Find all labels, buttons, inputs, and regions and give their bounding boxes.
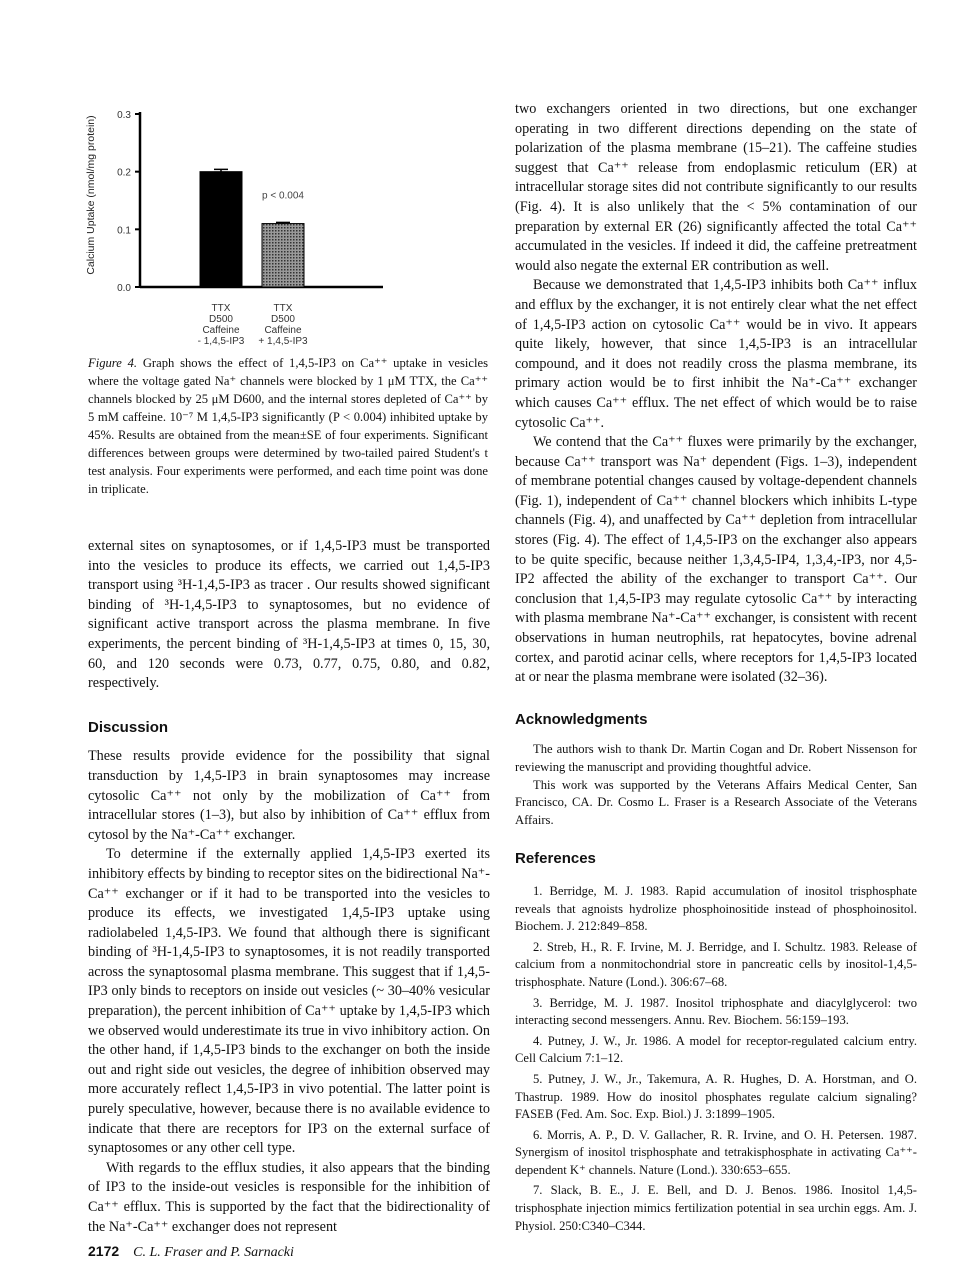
x-category-label: TTX <box>273 303 293 314</box>
paragraph: These results provide evidence for the possibility that signal transduction by 1,4,5-IP3 in brain synaptosomes may increase cytosolic Ca⁺⁺ not only by the mobilization of Ca⁺⁺ from intracellular stores (1–3), but also by inhibition of Ca⁺⁺ efflux from cytosol by the Na⁺-Ca⁺⁺ exchanger. <box>88 748 490 843</box>
reference-item: 2. Streb, H., R. F. Irvine, M. J. Berridge, and I. Schultz. 1983. Release of calcium from a nonmitochondrial store in pancreatic cells by inositol-1,4,5-trisphosphate. Nature (Lond.). 306:67–68. <box>515 939 917 989</box>
running-authors: C. L. Fraser and P. Sarnacki <box>133 1245 294 1260</box>
y-tick-label: 0.2 <box>117 167 131 179</box>
paragraph: external sites on synaptosomes, or if 1,4,5-IP3 must be transported into the vesicles to produce its effects, we carried out 1,4,5-IP3 transport using ³H-1,4,5-IP3 as tracer . Our results showed significant binding of ³H-1,4,5-IP3 to synaptosomes, but no evidence of significant active transport across the plasma membrane. In five experiments, the percent binding of ³H-1,4,5-IP3 at times 0, 15, 30, 60, and 120 seconds were 0.73, 0.77, 0.75, 0.80, and 0.82, respectively. <box>88 538 490 692</box>
reference-item: 5. Putney, J. W., Jr., Takemura, A. R. Hughes, D. A. Horstman, and O. Thastrup. 1989. How do inositol phosphates regulate calcium signaling? FASEB (Fed. Am. Soc. Exp. Biol.) J. 3:1899–1905. <box>515 1071 917 1122</box>
page-footer <box>88 1243 294 1261</box>
figure-label: Figure 4. <box>88 356 138 370</box>
reference-item: 3. Berridge, M. J. 1987. Inositol triphosphate and diacylglycerol: two interacting second messengers. Annu. Rev. Biochem. 56:159–193. <box>515 995 917 1028</box>
significance-annotation: p < 0.004 <box>262 190 304 202</box>
reference-item: 1. Berridge, M. J. 1983. Rapid accumulation of inositol trisphosphate reveals that agnoists hydrolize phosphoinositide instead of phosphoinositol. Biochem. J. 212:849–858. <box>515 883 917 934</box>
y-tick-label: 0.3 <box>117 110 131 121</box>
y-tick-label: 0.0 <box>117 283 131 294</box>
x-category-label: Caffeine <box>202 325 240 336</box>
paragraph: With regards to the efflux studies, it also appears that the binding of IP3 to the inside-out vesicles is responsible for the inhibition of Ca⁺⁺ efflux. This is supported by the fact that the bidirectionality of the Na⁺-Ca⁺⁺ exchanger does not represent <box>88 1159 490 1235</box>
x-category-label: + 1,4,5-IP3 <box>258 336 308 347</box>
ack-paragraph: The authors wish to thank Dr. Martin Cogan and Dr. Robert Nissenson for reviewing the manuscript and providing thoughtful advice. <box>515 742 917 774</box>
right-column <box>515 100 917 1238</box>
y-tick-label: 0.1 <box>117 225 131 237</box>
x-category-label: D500 <box>209 314 233 325</box>
x-category-label: TTX <box>211 303 231 314</box>
reference-item: 6. Morris, A. P., D. V. Gallacher, R. R. Irvine, and O. H. Petersen. 1987. Synergism of inositol trisphosphate and tetrakisphosphate in activating Ca⁺⁺-dependent K⁺ channels. Nature (Lond.). 330:653–655. <box>515 1127 917 1177</box>
caption-text: Graph shows the effect of 1,4,5-IP3 on Ca⁺⁺ uptake in vesicles where the voltage gated Na⁺ channels were blocked by 1 μM TTX, the Ca⁺⁺ channels blocked by 25 μM D600, and the internal stores depleted of Ca⁺⁺ by 5 mM caffeine. 10⁻⁷ M 1,4,5-IP3 significantly (P < 0.004) inhibited uptake by 45%. Results are obtained from the mean±SE of four experiments. Significant differences between groups were determined by two-tailed paired Student's t test analysis. Four experiments were performed, and each time point was done in triplicate. <box>88 356 488 496</box>
reference-item: 4. Putney, J. W., Jr. 1986. A model for receptor-regulated calcium entry. Cell Calcium 7:1–12. <box>515 1033 917 1066</box>
reference-item: 7. Slack, B. E., J. E. Bell, and D. J. Benos. 1986. Inositol 1,4,5-trisphosphate injection mimics fertilization potential in sea urchin eggs. Am. J. Physiol. 250:C340–C344. <box>515 1183 917 1233</box>
references-heading: References <box>515 850 596 868</box>
x-category-label: - 1,4,5-IP3 <box>197 336 245 347</box>
acknowledgments-heading: Acknowledgments <box>515 710 648 728</box>
paragraph: two exchangers oriented in two directions, but one exchanger operating in two different directions depending on the state of polarization of the plasma membrane (15–21). The caffeine studies suggest that Ca⁺⁺ release from endoplasmic reticulum (ER) at intracellular storage sites did not contribute significantly to our results (Fig. 4). It is also unlikely that the < 5% contamination of our preparation by external ER (26) significantly affected the total Ca⁺⁺ accumulated in the vesicles. If indeed it did, the caffeine pretreatment would also negate the external ER contribution as well. <box>515 101 917 274</box>
page-number: 2172 <box>88 1243 120 1259</box>
paragraph: To determine if the externally applied 1,4,5-IP3 exerted its inhibitory effects by binding to receptor sites on the bidirectional Na⁺-Ca⁺⁺ exchanger or if it had to be transported into the vesicles to produce its effects, we investigated 1,4,5-IP3 uptake using radiolabeled 1,4,5-IP3. We found that although there is significant binding of ³H-1,4,5-IP3 to synaptosomes, it is not readily transported across the synaptosomal plasma membrane. This suggest that if 1,4,5-IP3 only binds to receptors on inside out vesicles (~ 30–40% vesicular preparation), the percent inhibition of Ca⁺⁺ uptake by 1,4,5-IP3 which we observed would underestimate its true in vivo inhibitory action. On the other hand, if 1,4,5-IP3 binds to the exchanger on both the inside out and right side out vesicles, the degree of inhibition observed may more accurately reflect 1,4,5-IP3 in vivo potential. The latter point is purely speculative, however, because there is no available evidence to indicate that there are receptors for IP3 on the external surface of synaptosomes or any other cell type. <box>88 846 490 1157</box>
discussion-heading: Discussion <box>88 718 169 736</box>
y-axis-label: Calcium Uptake (nmol/mg protein) <box>85 115 97 275</box>
paragraph: We contend that the Ca⁺⁺ fluxes were primarily by the exchanger, because Ca⁺⁺ transport was Na⁺ dependent (Figs. 1–3), independent of membrane potential changes caused by voltage-dependent channels (Fig. 1), independent of Ca⁺⁺ channel blockers which inhibits L-type channels (Fig. 4), and unaffected by Ca⁺⁺ depletion from intracellular stores (Fig. 4). The effect of 1,4,5-IP3 on the exchanger also appears to be quite specific, because neither 1,3,4,5-IP4, 1,3,4,-IP3, nor 4,5-IP2 affected the ability of the exchanger to transport Ca⁺⁺. Our conclusion that 1,4,5-IP3 may regulate cytosolic Ca⁺⁺ by interacting with plasma membrane Na⁺-Ca⁺⁺ exchanger, is consistent with recent observations in human neutrophils, rat hepatocytes, bovine adrenal cortex, and parotid acinar cells, where receptors for 1,4,5-IP3 located at or near the plasma membrane were isolated (32–36). <box>515 434 917 686</box>
ack-paragraph: This work was supported by the Veterans Affairs Medical Center, San Francisco, CA. Dr. Cosmo L. Fraser is a Research Associate of the Veterans Affairs. <box>515 777 917 827</box>
x-category-label: Caffeine <box>264 325 302 336</box>
paragraph: Because we demonstrated that 1,4,5-IP3 inhibits both Ca⁺⁺ influx and efflux by the exchanger, it is not entirely clear what the net effect of 1,4,5-IP3 action on cytosolic Ca⁺⁺ would be in vivo. It appears quite likely, however, that since 1,4,5-IP3 is an intracellular compound, and it does not readily cross the plasma membrane, its primary action would be to first inhibit the Na⁺-Ca⁺⁺ exchanger which causes Ca⁺⁺ efflux. The net effect of which would be to raise cytosolic Ca⁺⁺. <box>515 277 917 431</box>
left-column <box>88 0 490 1237</box>
x-category-label: D500 <box>271 314 295 325</box>
